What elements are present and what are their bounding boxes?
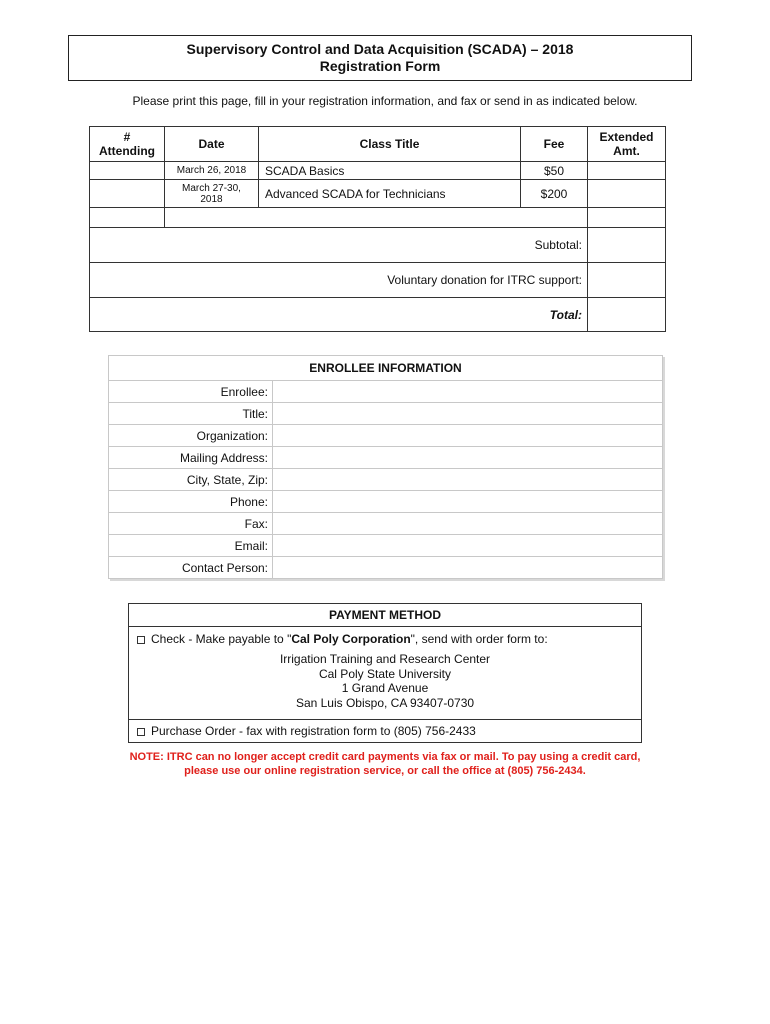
fax-field[interactable] — [273, 513, 663, 535]
payment-heading: PAYMENT METHOD — [129, 604, 641, 627]
organization-field[interactable] — [273, 425, 663, 447]
address-line: Cal Poly State University — [318, 666, 452, 681]
check-option — [129, 632, 641, 646]
header-date: Date — [165, 127, 259, 162]
subtotal-row — [90, 228, 666, 263]
note-line: please use our online registration service, or call the office at (805) 756-2434. — [184, 765, 586, 777]
contact-person-field[interactable] — [273, 557, 663, 579]
subtotal-field[interactable] — [588, 228, 666, 263]
payment-method-box — [128, 603, 642, 743]
purchase-order-text: Purchase Order - fax with registration form to (805) 756-2433 — [151, 724, 476, 738]
row-date: March 27-30, 2018 — [165, 180, 259, 208]
attending-field[interactable] — [90, 162, 165, 180]
form-title-box — [68, 35, 692, 81]
title-label: Title: — [109, 403, 273, 425]
donation-row — [90, 263, 666, 298]
mailing-address-field[interactable] — [273, 447, 663, 469]
form-subtitle: Registration Form — [319, 58, 441, 74]
fax-label: Fax: — [109, 513, 273, 535]
email-label: Email: — [109, 535, 273, 557]
enrollee-heading: ENROLLEE INFORMATION — [109, 356, 663, 381]
row-fee: $200 — [521, 180, 588, 208]
attending-field[interactable] — [90, 208, 165, 228]
header-class-title: Class Title — [259, 127, 521, 162]
course-table — [89, 126, 666, 332]
donation-field[interactable] — [588, 263, 666, 298]
title-field[interactable] — [273, 403, 663, 425]
organization-label: Organization: — [109, 425, 273, 447]
mailing-address-block — [129, 652, 641, 710]
total-row — [90, 298, 666, 332]
form-title: Supervisory Control and Data Acquisition (SCADA) – 2018 — [186, 41, 574, 57]
course-header-row — [90, 127, 666, 162]
check-text-prefix: Check - Make payable to " — [151, 632, 292, 646]
table-row — [90, 162, 666, 180]
subtotal-label: Subtotal: — [90, 228, 588, 263]
check-text-suffix: ", send with order form to: — [410, 632, 548, 646]
address-line: San Luis Obispo, CA 93407-0730 — [295, 695, 475, 710]
blank-class-field[interactable] — [165, 208, 588, 228]
table-row — [90, 180, 666, 208]
contact-person-label: Contact Person: — [109, 557, 273, 579]
credit-card-note — [0, 750, 770, 778]
donation-label: Voluntary donation for ITRC support: — [90, 263, 588, 298]
mailing-address-label: Mailing Address: — [109, 447, 273, 469]
row-class-title: Advanced SCADA for Technicians — [259, 180, 521, 208]
address-line: Irrigation Training and Research Center — [279, 652, 491, 666]
header-fee: Fee — [521, 127, 588, 162]
row-class-title: SCADA Basics — [259, 162, 521, 180]
enrollee-table — [108, 355, 663, 579]
check-checkbox[interactable] — [137, 636, 145, 644]
row-date: March 26, 2018 — [165, 162, 259, 180]
check-payee: Cal Poly Corporation — [291, 632, 411, 646]
extended-amt-field[interactable] — [588, 208, 666, 228]
phone-field[interactable] — [273, 491, 663, 513]
total-field[interactable] — [588, 298, 666, 332]
table-row — [90, 208, 666, 228]
header-attending: # Attending — [90, 127, 165, 162]
enrollee-field[interactable] — [273, 381, 663, 403]
city-state-zip-field[interactable] — [273, 469, 663, 491]
instructions-text: Please print this page, fill in your registration information, and fax or send in as indicated below. — [132, 94, 638, 108]
phone-label: Phone: — [109, 491, 273, 513]
address-line: 1 Grand Avenue — [341, 681, 429, 695]
row-fee: $50 — [521, 162, 588, 180]
extended-amt-field[interactable] — [588, 180, 666, 208]
total-label: Total: — [90, 298, 588, 332]
email-field[interactable] — [273, 535, 663, 557]
extended-amt-field[interactable] — [588, 162, 666, 180]
attending-field[interactable] — [90, 180, 165, 208]
purchase-order-option — [129, 719, 641, 743]
enrollee-label: Enrollee: — [109, 381, 273, 403]
city-state-zip-label: City, State, Zip: — [109, 469, 273, 491]
purchase-order-checkbox[interactable] — [137, 728, 145, 736]
header-extended-amt: Extended Amt. — [588, 127, 666, 162]
note-line: NOTE: ITRC can no longer accept credit card payments via fax or mail. To pay using a credit card, — [129, 751, 641, 763]
